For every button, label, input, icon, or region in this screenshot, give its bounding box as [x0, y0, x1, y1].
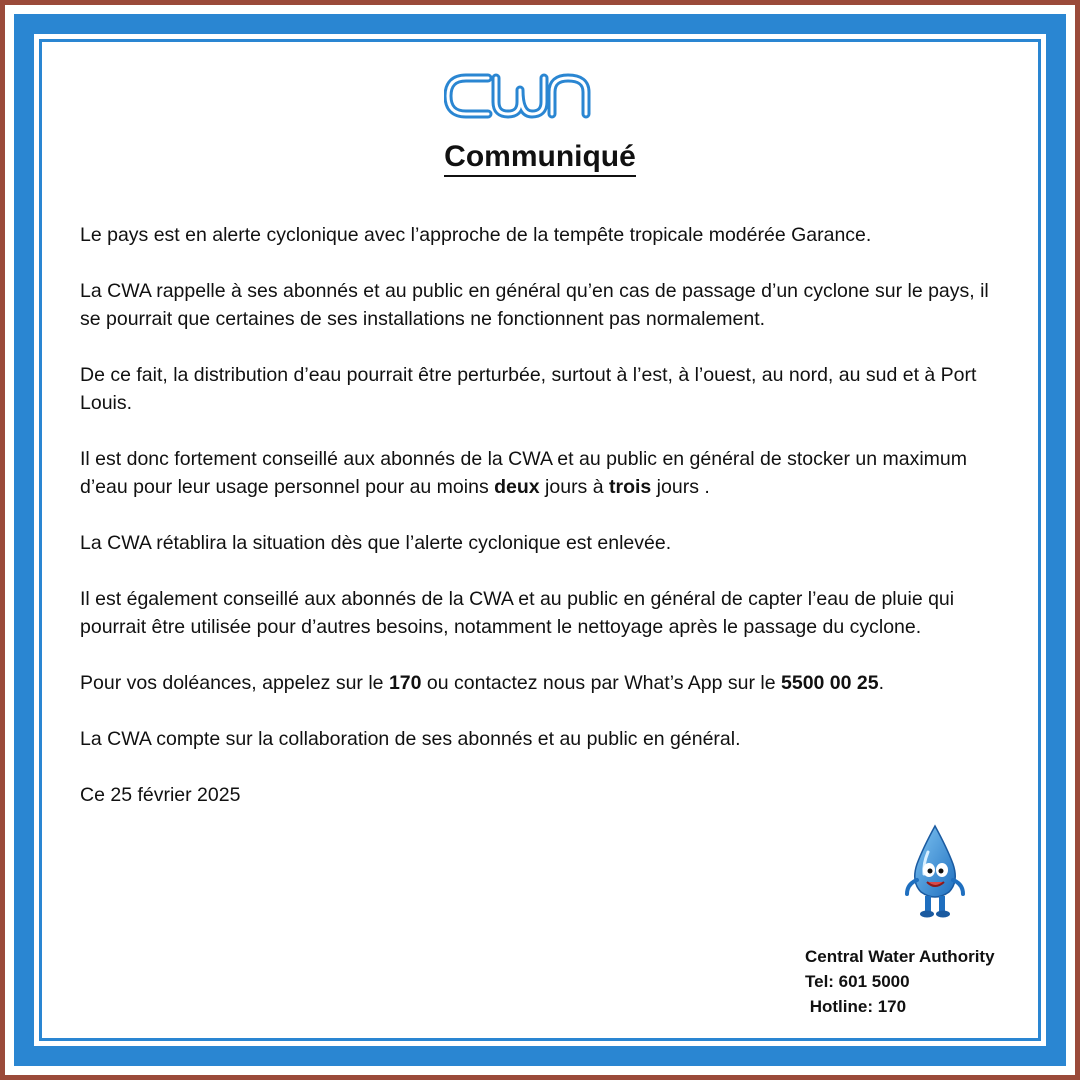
- emphasis-text: deux: [494, 476, 540, 498]
- paragraph-text: Pour vos doléances, appelez sur le: [80, 672, 389, 694]
- paragraph-6: [80, 585, 1010, 641]
- paragraph-5: [80, 529, 1010, 557]
- signature-tel: Tel: 601 5000: [805, 972, 910, 991]
- paragraph-text: Ce 25 février 2025: [80, 784, 241, 806]
- signature-block: [805, 944, 995, 1019]
- paragraph-text: La CWA compte sur la collaboration de ses abonnés et au public en général.: [80, 728, 741, 750]
- communique-body: [80, 221, 1010, 837]
- cwa-logo: [444, 72, 594, 122]
- signature-hotline: Hotline: 170: [805, 997, 907, 1016]
- emphasis-text: 170: [388, 672, 422, 694]
- paragraph-text: La CWA rétablira la situation dès que l’alerte cyclonique est enlevée.: [80, 532, 672, 554]
- paragraph-4: [80, 445, 1010, 501]
- paragraph-text: Il est également conseillé aux abonnés de la CWA et au public en général de capter l’eau de pluie qui pourrait être utilisée pour d’autres besoins, notamment le nettoyage après le passage du cyclone.: [80, 588, 955, 638]
- paragraph-8: [80, 725, 1010, 753]
- emphasis-text: 5500 00 25: [781, 672, 879, 694]
- paragraph-1: [80, 221, 1010, 249]
- paragraph-text: jours à: [539, 476, 609, 498]
- emphasis-text: trois: [609, 476, 652, 498]
- paragraph-text: Le pays est en alerte cyclonique avec l’approche de la tempête tropicale modérée Garance.: [80, 224, 872, 246]
- paragraph-text: De ce fait, la distribution d’eau pourrait être perturbée, surtout à l’est, à l’ouest, au nord, au sud et à Port Louis.: [80, 364, 977, 414]
- paragraph-text: Il est donc fortement conseillé aux abonnés de la CWA et au public en général de stocker un maximum d’eau pour leur usage personnel pour au moins: [80, 448, 968, 498]
- title-text: Communiqué: [444, 140, 636, 177]
- paragraph-text: .: [878, 672, 885, 694]
- paragraph-9: [80, 781, 1010, 809]
- paragraph-text: La CWA rappelle à ses abonnés et au public en général qu’en cas de passage d’un cyclone sur le pays, il se pourrait que certaines de ses installations ne fonctionnent pas normalement.: [80, 280, 989, 330]
- water-drop-mascot-icon: [895, 822, 975, 922]
- paragraph-2: [80, 277, 1010, 333]
- signature-org: Central Water Authority: [805, 947, 995, 966]
- paragraph-text: jours .: [651, 476, 710, 498]
- page-title: [0, 140, 1080, 174]
- paragraph-text: ou contactez nous par What’s App sur le: [421, 672, 781, 694]
- paragraph-7: [80, 669, 1010, 697]
- paragraph-3: [80, 361, 1010, 417]
